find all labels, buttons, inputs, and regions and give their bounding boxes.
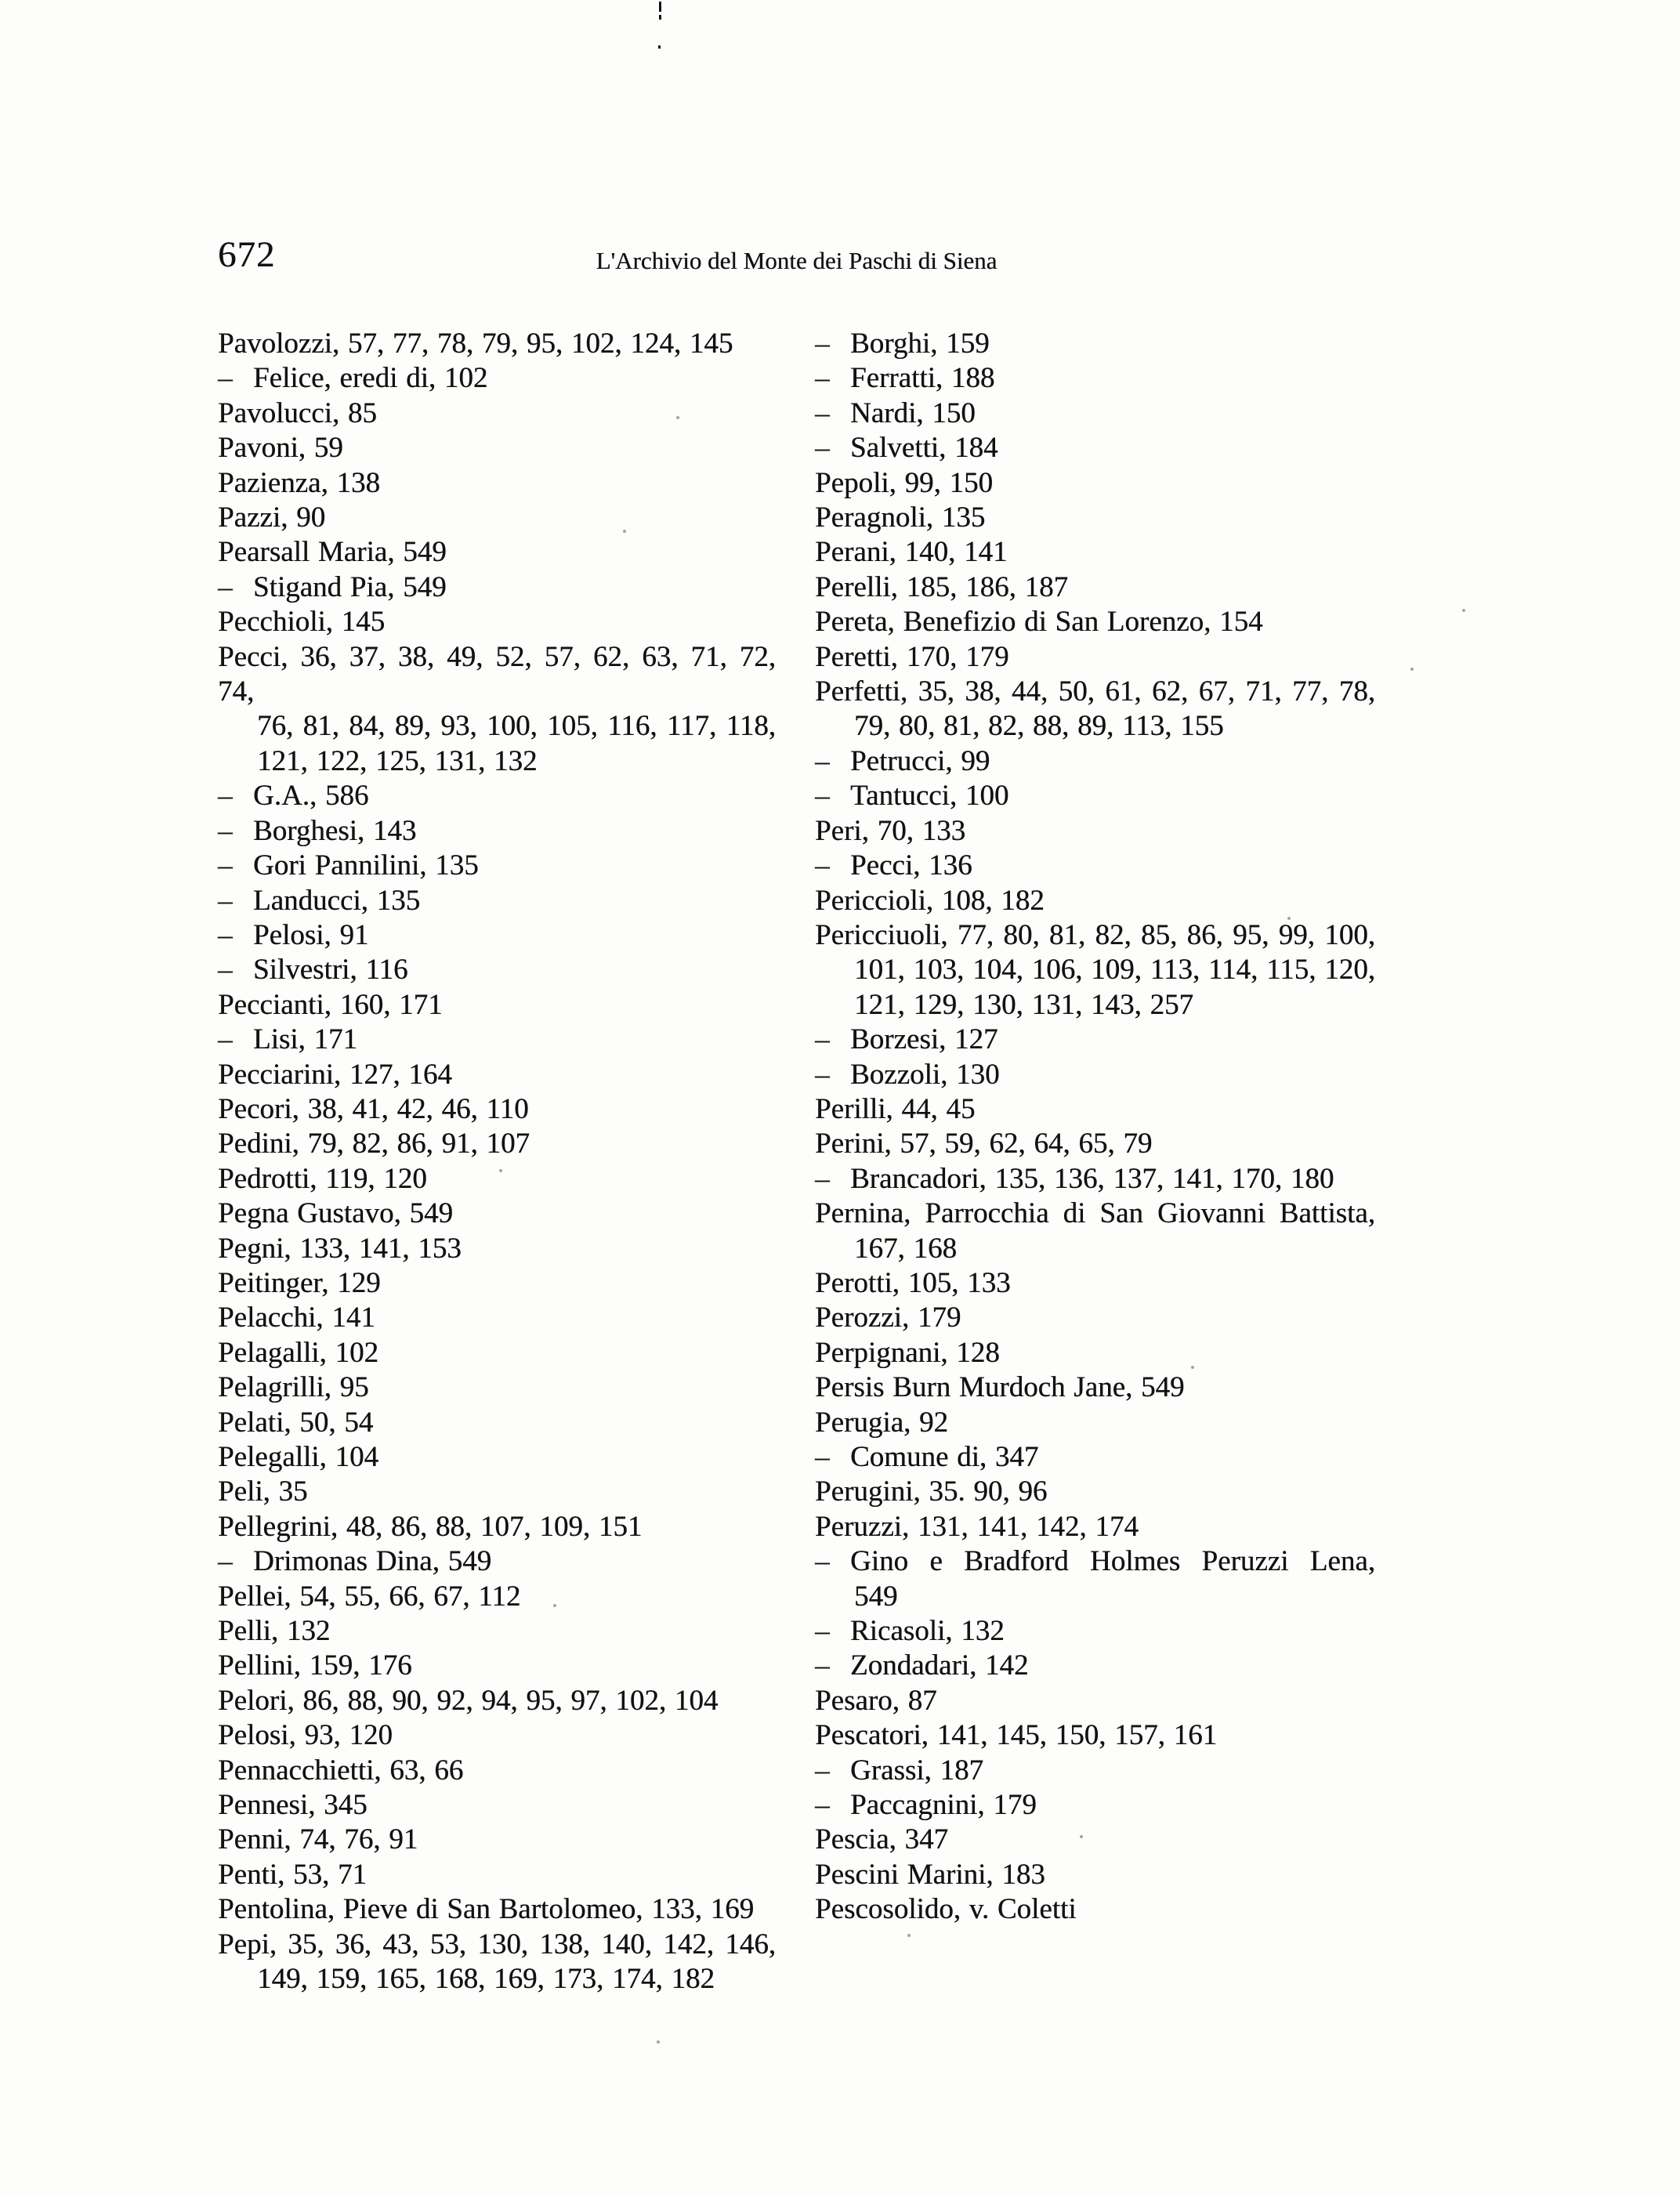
index-line: Pereta, Benefizio di San Lorenzo, 154: [815, 606, 1263, 639]
index-line: Pescosolido, v. Coletti: [815, 1893, 1077, 1926]
index-line: – Petrucci, 99: [815, 744, 1375, 779]
index-line: Pecori, 38, 41, 42, 46, 110: [218, 1092, 529, 1125]
index-line: Pecciarini, 127, 164: [218, 1058, 452, 1091]
index-line: Pennacchietti, 63, 66: [218, 1754, 464, 1787]
sub-entry-dash: –: [815, 1162, 830, 1195]
sub-entry-dash: –: [815, 432, 830, 465]
index-line: – Borzesi, 127: [815, 1023, 1375, 1057]
index-line: 149, 159, 165, 168, 169, 173, 174, 182: [257, 1963, 715, 1996]
sub-entry-dash: –: [218, 780, 233, 813]
index-line: 121, 129, 130, 131, 143, 257: [854, 988, 1193, 1021]
index-line: Pedini, 79, 82, 86, 91, 107: [218, 1128, 530, 1160]
index-line: Pesaro, 87: [815, 1684, 937, 1717]
page-number: 672: [218, 234, 276, 275]
sub-entry-dash: –: [815, 1023, 830, 1056]
index-line: – Felice, eredi di, 102: [218, 361, 776, 396]
index-line: – Tantucci, 100: [815, 779, 1375, 813]
index-line: Pavolucci, 85: [218, 396, 377, 429]
index-line: 549: [854, 1580, 898, 1613]
index-line: Pelati, 50, 54: [218, 1406, 374, 1439]
scan-speck: [657, 2040, 660, 2044]
index-line: – Comune di, 347: [815, 1440, 1375, 1475]
scan-mark: [659, 15, 661, 20]
index-line: – Gori Pannilini, 135: [218, 849, 776, 883]
index-line: Perotti, 105, 133: [815, 1266, 1011, 1299]
index-line: Peragnoli, 135: [815, 501, 986, 534]
index-line: – Brancadori, 135, 136, 137, 141, 170, 180: [815, 1162, 1375, 1197]
index-line: – Landucci, 135: [218, 884, 776, 918]
index-line: Perugia, 92: [815, 1406, 949, 1439]
index-line: – Bozzoli, 130: [815, 1058, 1375, 1092]
sub-entry-dash: –: [218, 884, 233, 917]
index-line: Pecchioli, 145: [218, 606, 386, 639]
index-line: Pelacchi, 141: [218, 1302, 375, 1334]
index-line: Pedrotti, 119, 120: [218, 1162, 427, 1195]
index-line: Peretti, 170, 179: [815, 640, 1009, 673]
index-line: – Salvetti, 184: [815, 431, 1375, 465]
sub-entry-dash: –: [815, 780, 830, 813]
sub-entry-dash: –: [815, 1545, 830, 1578]
index-line: Pescini Marini, 183: [815, 1858, 1045, 1891]
index-line: Periccioli, 108, 182: [815, 884, 1045, 917]
index-line: – Drimonas Dina, 549: [218, 1544, 776, 1579]
sub-entry-dash: –: [815, 744, 830, 777]
sub-entry-dash: –: [815, 1649, 830, 1682]
index-line: Perpignani, 128: [815, 1336, 1000, 1369]
index-line: 76, 81, 84, 89, 93, 100, 105, 116, 117, 118,: [257, 710, 776, 743]
index-line: Pernina, Parrocchia di San Giovanni Battista,: [815, 1197, 1375, 1230]
index-line: Pelegalli, 104: [218, 1441, 378, 1473]
index-line: Pentolina, Pieve di San Bartolomeo, 133, 169: [218, 1893, 755, 1926]
index-line: Pearsall Maria, 549: [218, 536, 447, 569]
index-line: – Borghesi, 143: [218, 814, 776, 849]
index-line: Penni, 74, 76, 91: [218, 1823, 418, 1856]
index-line: Pazzi, 90: [218, 501, 326, 534]
index-line: – Ferratti, 188: [815, 361, 1375, 396]
index-line: 79, 80, 81, 82, 88, 89, 113, 155: [854, 710, 1224, 743]
index-line: – Zondadari, 142: [815, 1649, 1375, 1683]
sub-entry-dash: –: [218, 362, 233, 395]
index-line: – Silvestri, 116: [218, 953, 776, 987]
index-line: – G.A., 586: [218, 779, 776, 813]
scan-speck: [907, 1934, 911, 1937]
index-line: Pavoni, 59: [218, 432, 343, 465]
index-line: Perugini, 35. 90, 96: [815, 1475, 1048, 1508]
sub-entry-dash: –: [218, 918, 233, 951]
index-line: Pelori, 86, 88, 90, 92, 94, 95, 97, 102, 104: [218, 1684, 719, 1717]
index-line: Perani, 140, 141: [815, 536, 1008, 569]
index-line: Perelli, 185, 186, 187: [815, 570, 1069, 603]
sub-entry-dash: –: [218, 849, 233, 882]
index-line: Pellei, 54, 55, 66, 67, 112: [218, 1580, 521, 1613]
sub-entry-dash: –: [218, 1545, 233, 1578]
index-line: 121, 122, 125, 131, 132: [257, 744, 538, 777]
sub-entry-dash: –: [815, 1058, 830, 1091]
index-line: – Borghi, 159: [815, 327, 1375, 361]
sub-entry-dash: –: [815, 396, 830, 429]
sub-entry-dash: –: [815, 362, 830, 395]
index-line: Pazienza, 138: [218, 466, 380, 499]
index-line: Pennesi, 345: [218, 1789, 368, 1822]
index-line: – Stigand Pia, 549: [218, 570, 776, 605]
sub-entry-dash: –: [815, 328, 830, 360]
index-line: Pelagalli, 102: [218, 1336, 378, 1369]
index-line: Perozzi, 179: [815, 1302, 961, 1334]
index-line: Pegna Gustavo, 549: [218, 1197, 453, 1230]
index-line: Peli, 35: [218, 1475, 308, 1508]
index-line: Perilli, 44, 45: [815, 1092, 976, 1125]
sub-entry-dash: –: [815, 849, 830, 882]
index-line: Pecci, 36, 37, 38, 49, 52, 57, 62, 63, 71, 72, 74,: [218, 640, 776, 708]
index-line: Pavolozzi, 57, 77, 78, 79, 95, 102, 124, 145: [218, 328, 733, 360]
index-line: Persis Burn Murdoch Jane, 549: [815, 1371, 1185, 1404]
index-line: Pellini, 159, 176: [218, 1649, 412, 1682]
index-line: – Gino e Bradford Holmes Peruzzi Lena,: [815, 1544, 1375, 1579]
index-column-right: [815, 327, 1375, 1928]
sub-entry-dash: –: [218, 570, 233, 603]
index-column-left: [218, 327, 776, 1997]
index-line: – Ricasoli, 132: [815, 1614, 1375, 1649]
index-line: Pelli, 132: [218, 1615, 331, 1648]
scan-mark: [659, 2, 661, 12]
sub-entry-dash: –: [815, 1441, 830, 1473]
index-line: – Pecci, 136: [815, 849, 1375, 883]
index-line: Peitinger, 129: [218, 1266, 381, 1299]
index-line: Pepoli, 99, 150: [815, 466, 994, 499]
index-line: – Nardi, 150: [815, 396, 1375, 431]
scan-speck: [1462, 609, 1465, 612]
scan-mark: [658, 45, 661, 49]
index-line: – Lisi, 171: [218, 1023, 776, 1057]
index-line: Peccianti, 160, 171: [218, 988, 443, 1021]
index-line: Pellegrini, 48, 86, 88, 107, 109, 151: [218, 1510, 643, 1543]
scan-speck: [1410, 668, 1414, 671]
index-line: – Paccagnini, 179: [815, 1788, 1375, 1823]
sub-entry-dash: –: [815, 1754, 830, 1787]
sub-entry-dash: –: [815, 1789, 830, 1822]
index-line: Penti, 53, 71: [218, 1858, 368, 1891]
index-line: Pepi, 35, 36, 43, 53, 130, 138, 140, 142, 146,: [218, 1928, 776, 1960]
index-line: Pericciuoli, 77, 80, 81, 82, 85, 86, 95, 99, 100,: [815, 918, 1375, 951]
index-line: 167, 168: [854, 1232, 957, 1265]
index-line: – Pelosi, 91: [218, 918, 776, 953]
sub-entry-dash: –: [815, 1615, 830, 1648]
index-line: Pelagrilli, 95: [218, 1371, 369, 1404]
index-line: Pelosi, 93, 120: [218, 1719, 393, 1752]
sub-entry-dash: –: [218, 1023, 233, 1056]
index-line: Pescia, 347: [815, 1823, 949, 1856]
sub-entry-dash: –: [218, 954, 233, 987]
sub-entry-dash: –: [218, 814, 233, 847]
index-line: – Grassi, 187: [815, 1754, 1375, 1788]
index-line: Peri, 70, 133: [815, 814, 966, 847]
index-line: Pegni, 133, 141, 153: [218, 1232, 462, 1265]
index-line: Perfetti, 35, 38, 44, 50, 61, 62, 67, 71, 77, 78,: [815, 675, 1375, 708]
index-line: Pescatori, 141, 145, 150, 157, 161: [815, 1719, 1218, 1752]
index-line: Peruzzi, 131, 141, 142, 174: [815, 1510, 1139, 1543]
index-line: Perini, 57, 59, 62, 64, 65, 79: [815, 1128, 1153, 1160]
running-title: L'Archivio del Monte dei Paschi di Siena: [596, 247, 998, 274]
index-line: 101, 103, 104, 106, 109, 113, 114, 115, 120,: [854, 954, 1375, 987]
